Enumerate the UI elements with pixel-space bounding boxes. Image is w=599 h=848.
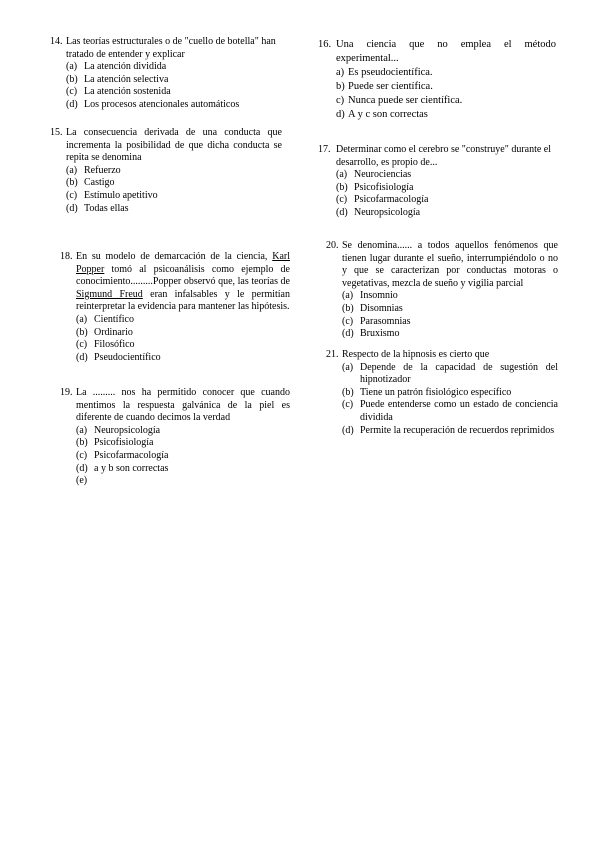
option-item [76, 314, 290, 327]
question-stem: Las teorías estructurales o de "cuello de botella" han tratado de entender y explicar [66, 36, 276, 60]
option-list [326, 290, 558, 340]
option-text: Parasomnias [360, 315, 411, 327]
stem-text: En su modelo de demarcación de la ciencia, [76, 251, 273, 262]
option-label: a) [336, 67, 345, 78]
question-stem: Respecto de la hipnosis es cierto que [342, 349, 490, 360]
option-label: (c) [76, 339, 88, 351]
question-17 [318, 144, 556, 220]
option-item [342, 290, 558, 303]
option-label: (c) [76, 449, 88, 461]
option-text: Puede ser científica. [348, 81, 433, 92]
option-text: Es pseudocientífica. [348, 67, 433, 78]
option-label: (b) [342, 302, 354, 314]
option-item [66, 190, 282, 203]
option-label: (b) [342, 386, 354, 398]
option-list [326, 362, 558, 438]
question-stem: La ......... nos ha permitido conocer que cuando mentimos la respuesta galvánica de la piel es diferente de cuando decimos la verdad [76, 387, 290, 424]
option-item [342, 362, 558, 387]
option-label: (a) [342, 290, 354, 302]
question-number: 17. [318, 144, 331, 155]
option-label: (b) [66, 177, 78, 189]
option-text: Psicofarmacología [354, 194, 429, 206]
option-item [76, 475, 290, 488]
option-label: (d) [66, 98, 78, 110]
option-label: (a) [342, 361, 354, 373]
option-label: (a) [76, 313, 88, 325]
option-text: Neurociencias [354, 169, 412, 181]
option-label: (d) [342, 424, 354, 436]
author-name: Karl Popper [76, 251, 290, 275]
option-list [50, 61, 282, 111]
option-item [66, 165, 282, 178]
option-item [336, 169, 556, 182]
question-number: 16. [318, 39, 332, 50]
option-label: d) [336, 109, 345, 120]
option-list [50, 165, 282, 215]
question-19 [60, 387, 290, 488]
option-label: (e) [76, 475, 88, 487]
option-item [336, 94, 556, 108]
question-number: 18. [60, 251, 73, 262]
option-label: (c) [342, 399, 354, 411]
option-list [318, 66, 556, 122]
option-text: Depende de la capacidad de sugestión del hipnotizador [360, 361, 558, 386]
option-text: Estímulo apetitivo [84, 189, 158, 201]
option-item [66, 74, 282, 87]
question-20 [326, 240, 558, 341]
option-item [66, 203, 282, 216]
option-text: Científico [94, 313, 134, 325]
option-label: (d) [66, 202, 78, 214]
option-text: Neuropsicología [354, 206, 421, 218]
option-text: La atención dividida [84, 61, 167, 73]
stem-text: tomó al psicoanálisis como ejemplo de conocimiento.........Popper observó que, las teorías de [76, 263, 290, 288]
option-item [76, 463, 290, 476]
option-label: (b) [336, 181, 348, 193]
option-label: (b) [66, 73, 78, 85]
option-label: (b) [76, 326, 88, 338]
option-item [76, 352, 290, 365]
option-list [318, 169, 556, 219]
option-item [342, 316, 558, 329]
option-item [76, 425, 290, 438]
option-label: (c) [336, 194, 348, 206]
option-text: Refuerzo [84, 164, 121, 176]
option-item [76, 339, 290, 352]
option-text: Psicofisiología [94, 437, 154, 449]
question-stem: Se denomina...... a todos aquellos fenómenos que tienen lugar durante el sueño, interrumpiéndolo o no y que se caracterizan por conductas motoras o vegetativas, mezcla de sueño y vigilia parcial [342, 240, 558, 289]
question-18 [60, 251, 290, 364]
option-text: Psicofisiología [354, 181, 414, 193]
option-text: Tiene un patrón fisiológico específico [360, 386, 512, 398]
option-text: Puede entenderse como un estado de conciencia dividida [360, 399, 558, 423]
option-item [342, 425, 558, 438]
option-label: (d) [76, 462, 88, 474]
option-label: (a) [76, 424, 88, 436]
option-text: La atención sostenida [84, 86, 171, 98]
option-text: Permite la recuperación de recuerdos reprimidos [360, 424, 555, 436]
option-text: La atención selectiva [84, 73, 169, 85]
option-label: (a) [336, 169, 348, 181]
option-label: (a) [66, 61, 78, 73]
question-number: 14. [50, 36, 63, 47]
question-stem: La consecuencia derivada de una conducta que incrementa la posibilidad de que dicha conducta se repita se denomina [66, 127, 282, 164]
stem-text: eran infalsables y le permitían reinterpretar la evidencia para mantener las hipótesis. [76, 288, 290, 313]
option-item [76, 437, 290, 450]
option-text: Nunca puede ser científica. [348, 95, 463, 106]
option-text: Disomnias [360, 302, 403, 314]
option-label: (c) [66, 189, 78, 201]
question-number: 20. [326, 240, 339, 251]
option-label: (d) [76, 351, 88, 363]
question-15 [50, 127, 282, 215]
option-item [76, 450, 290, 463]
option-text: Todas ellas [84, 202, 129, 214]
option-text [94, 475, 290, 488]
option-item [66, 61, 282, 74]
question-number: 19. [60, 387, 73, 398]
option-label: b) [336, 81, 345, 92]
question-stem: Determinar como el cerebro se "construye" durante el desarrollo, es propio de... [336, 144, 552, 168]
question-stem [76, 251, 290, 314]
option-list [60, 425, 290, 488]
option-item [66, 177, 282, 190]
option-text: A y c son correctas [348, 109, 428, 120]
option-text: Insomnio [360, 290, 398, 302]
question-stem: Una ciencia que no emplea el método experimental... [336, 39, 556, 64]
option-item [76, 327, 290, 340]
question-16 [318, 38, 556, 122]
option-item [336, 207, 556, 220]
option-list [60, 314, 290, 364]
option-label: (c) [342, 315, 354, 327]
option-text: Pseudocientífico [94, 351, 161, 363]
option-item [66, 86, 282, 99]
option-item [336, 182, 556, 195]
question-number: 21. [326, 349, 339, 360]
option-item [342, 399, 558, 424]
option-item [336, 66, 556, 80]
option-text: Neuropsicología [94, 424, 161, 436]
option-label: (d) [336, 206, 348, 218]
option-text: Castigo [84, 177, 115, 189]
author-name: Sigmund Freud [76, 288, 143, 300]
option-item [342, 303, 558, 316]
option-item [342, 387, 558, 400]
option-item [342, 328, 558, 341]
option-text: Los procesos atencionales automáticos [84, 98, 240, 110]
option-item [336, 108, 556, 122]
option-item [336, 80, 556, 94]
question-21 [326, 349, 558, 437]
option-text: Bruxismo [360, 328, 400, 340]
option-text: a y b son correctas [94, 462, 169, 474]
option-item [336, 194, 556, 207]
question-number: 15. [50, 127, 63, 138]
option-text: Filosófico [94, 339, 135, 351]
option-label: c) [336, 95, 345, 106]
option-label: (a) [66, 164, 78, 176]
option-item [66, 99, 282, 112]
option-text: Psicofarmacología [94, 449, 169, 461]
option-label: (b) [76, 437, 88, 449]
option-label: (c) [66, 86, 78, 98]
question-14 [50, 36, 282, 112]
option-label: (d) [342, 328, 354, 340]
option-text: Ordinario [94, 326, 133, 338]
